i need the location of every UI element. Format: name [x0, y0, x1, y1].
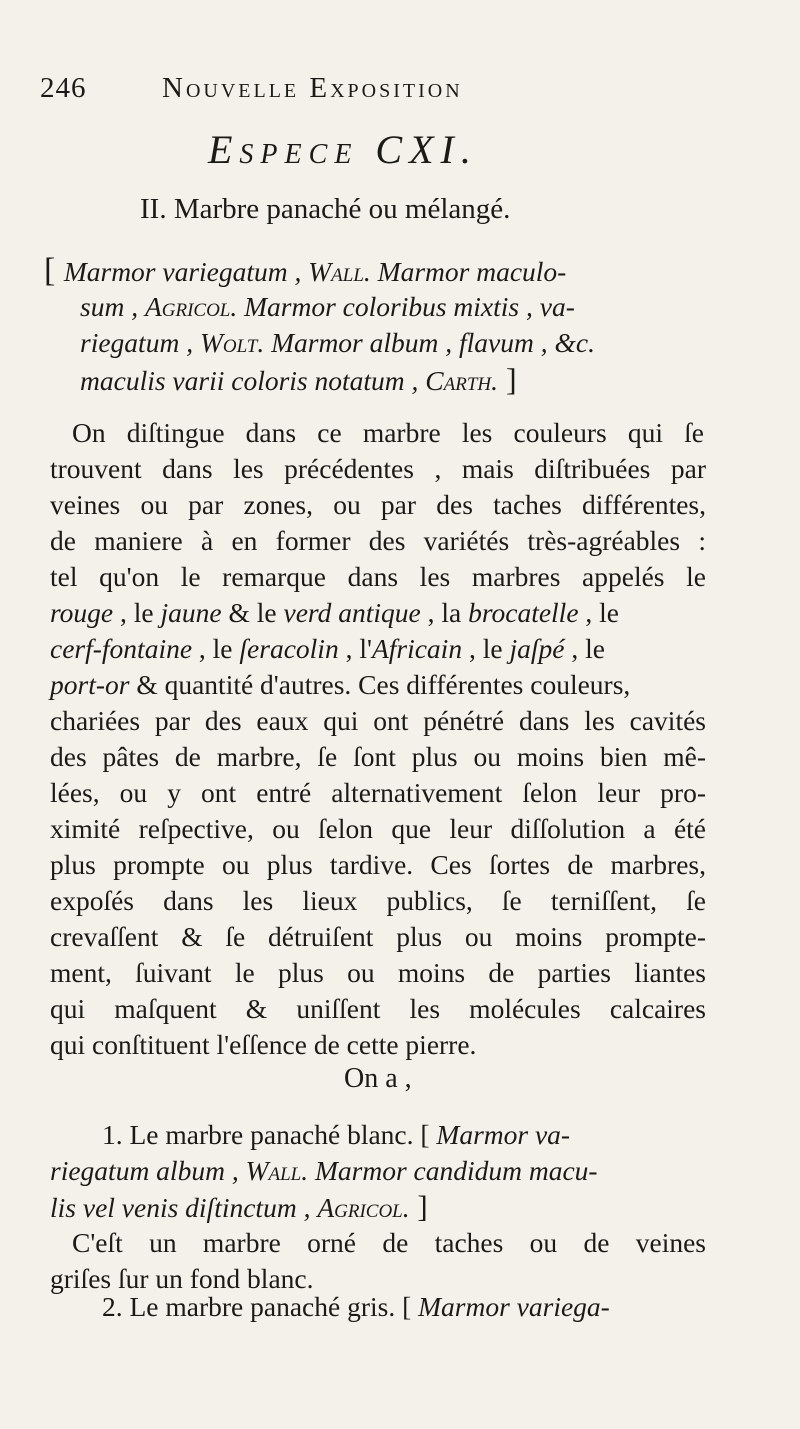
- paragraph-line: port-or & quantité d'autres. Ces différentes couleurs,: [50, 669, 631, 700]
- paragraph-line: chariées par des eaux qui ont pénétré dans les cavités: [50, 705, 706, 736]
- paragraph-line: crevaſſent & ſe détruiſent plus ou moins prompte-: [50, 921, 706, 952]
- list-item-1-line-3: lis vel venis diſtinctum , Agricol. ]: [50, 1189, 428, 1224]
- running-header: [40, 72, 600, 112]
- paragraph-line: expoſés dans les lieux publics, ſe terniſſent, ſe: [50, 885, 706, 916]
- paragraph-line: ment, ſuivant le plus ou moins de parties liantes: [50, 957, 706, 988]
- list-item-1-line-1: 1. Le marbre panaché blanc. [ Marmor va-: [102, 1119, 571, 1150]
- running-title: Nouvelle Exposition: [162, 72, 463, 104]
- paragraph-line: lées, ou y ont entré alternativement ſelon leur pro-: [50, 777, 706, 808]
- page-number: 246: [40, 72, 87, 104]
- list-item-2-line-1: 2. Le marbre panaché gris. [ Marmor variega-: [102, 1291, 610, 1322]
- synonymy-line-3: riegatum , Wolt. Marmor album , flavum , &c.: [80, 327, 595, 358]
- list-item-1-description: griſes ſur un fond blanc.: [50, 1263, 314, 1294]
- paragraph-line: On diſtingue dans ce marbre les couleurs qui ſe: [72, 417, 704, 448]
- paragraph-line: plus prompte ou plus tardive. Ces ſortes de marbres,: [50, 849, 706, 880]
- paragraph-line: qui maſquent & uniſſent les molécules calcaires: [50, 993, 706, 1024]
- list-intro: On a ,: [344, 1063, 412, 1094]
- paragraph-line: trouvent dans les précédentes , mais diſtribuées par: [50, 453, 706, 484]
- paragraph-line: ximité reſpective, ou ſelon que leur diſſolution a été: [50, 813, 706, 844]
- synonymy-line-2: sum , Agricol. Marmor coloribus mixtis , va-: [80, 291, 575, 322]
- paragraph-line: rouge , le jaune & le verd antique , la brocatelle , le: [50, 597, 620, 628]
- paragraph-line: de maniere à en former des variétés très-agréables :: [50, 525, 706, 556]
- synonymy-line-1: [ Marmor variegatum , Wall. Marmor maculo-: [44, 252, 567, 289]
- paragraph-line: veines ou par zones, ou par des taches différentes,: [50, 489, 706, 520]
- section-subtitle: II. Marbre panaché ou mélangé.: [140, 193, 511, 225]
- list-item-1-line-2: riegatum album , Wall. Marmor candidum macu-: [50, 1155, 598, 1186]
- species-heading: Espece CXI.: [208, 127, 478, 172]
- paragraph-line: cerf-fontaine , le ſeracolin , l'Africain , le jaſpé , le: [50, 633, 605, 664]
- paragraph-line: des pâtes de marbre, ſe ſont plus ou moins bien mê-: [50, 741, 706, 772]
- synonymy-line-4: maculis varii coloris notatum , Carth. ]: [80, 361, 517, 397]
- paragraph-line: qui conſtituent l'eſſence de cette pierre.: [50, 1029, 477, 1060]
- list-item-1-description: C'eſt un marbre orné de taches ou de veines: [72, 1227, 706, 1258]
- paragraph-line: tel qu'on le remarque dans les marbres appelés le: [50, 561, 706, 592]
